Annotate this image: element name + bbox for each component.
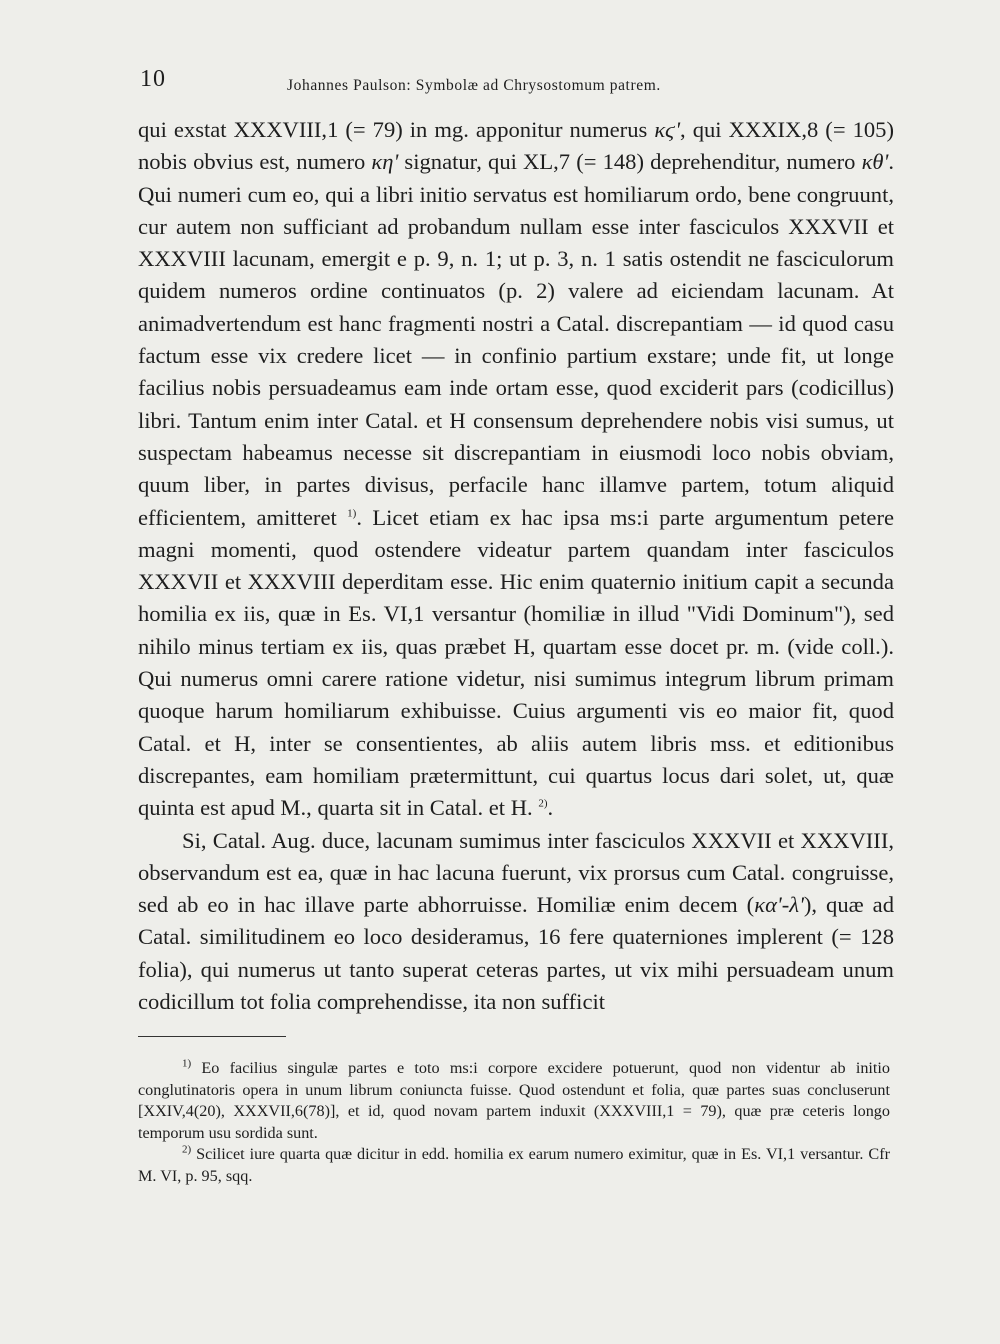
p1-greek-1: κϛ' <box>654 117 681 142</box>
p1-text-2: , qui XXXIX,8 (= 105) nobis obvius est, numero <box>138 117 894 175</box>
footnote-1 <box>138 1058 890 1144</box>
p2-greek-1: κα'-λ' <box>754 892 804 918</box>
p2-text-2: ), quæ ad Catal. similitudinem eo loco desideramus, 16 fere quaterniones implerent (= 128 folia), qui numerus ut tanto superat ceteras partes, ut vix mihi persuadeam unum codicillum tot folia comprehendisse, ita non sufficit <box>138 892 894 1015</box>
p1-greek-3: κθ' <box>861 149 889 175</box>
main-text <box>138 114 894 1018</box>
footnote-divider <box>138 1036 286 1037</box>
footnote-2-mark: 2) <box>182 1143 192 1156</box>
paragraph-2 <box>138 825 894 1019</box>
p1-text-5: . Licet etiam ex hac ipsa ms:i parte argumentum petere magni momenti, quod ostendere videatur partem quandam inter fasciculos XXXVII et XXXVIII deperditam esse. Hic enim quaternio initium capit a secunda homilia ex iis, quæ in Es. VI,1 versantur (homiliæ in illud "Vidi Dominum"), sed nihilo minus tertiam ex iis, quas præbet H, quartam esse docet pr. m. (vide coll.). Qui numerus omni carere ratione videtur, nisi sumimus integrum librum primam quoque harum homiliarum exhibuisse. Cuius argumenti vis eo maior fit, quod Catal. et H, inter se consentientes, ab aliis autem libris mss. et editionibus discrepantes, eam homiliam prætermittunt, cui quartus locus dari solet, ut, quæ quinta est apud M., quarta sit in Catal. et H. <box>138 504 894 821</box>
footnote-1-text: Eo facilius singulæ partes e toto ms:i corpore excidere potuerunt, quod non videntur ab initio conglutinatoris opera in unum librum coniuncta fuisse. Quod ostendunt et folia, quæ partes suas concluserunt [XXIV,4(20), XXXVII,6(78)], et id, quod novam partem induxit (XXXVIII,1 = 79), quæ præ ceteris longo temporum usu sordida sunt. <box>138 1059 890 1142</box>
running-title: Johannes Paulson: Symbolæ ad Chrysostomum patrem. <box>287 77 661 94</box>
footnotes <box>138 1058 890 1188</box>
footnote-ref-2: 2) <box>538 797 548 810</box>
p1-text-4: . Qui numeri cum eo, qui a libri initio servatus est homiliarum ordo, bene congruunt, cur autem non sufficiant ad probandum nullam esse inter fasciculos XXXVII et XXXVIII lacunam, emergit e p. 9, n. 1; ut p. 3, n. 1 satis ostendit ne fasciculorum quidem numeros ordine continuatos (p. 2) valere ad eiciendam lacunam. At animadvertendum est hanc fragmenti nostri a Catal. discrepantiam — id quod casu factum esse vix credere licet — in confinio partium exstare; unde fit, ut longe facilius nobis persuadeamus eam inde ortam esse, quod exciderit pars (codicillus) libri. Tantum enim inter Catal. et H consensum deprehendere nobis visi sumus, ut suspectam habeamus necesse sit discrepantiam in eiusmodi loco nobis obviam, quum liber, in partes divisus, perfacile hanc illamve partem, totum aliquid efficientem, amitteret <box>138 149 894 530</box>
footnote-2-text: Scilicet iure quarta quæ dicitur in edd. homilia ex earum numero eximitur, quæ in Es. VI,1 versantur. Cfr M. VI, p. 95, sqq. <box>138 1145 890 1185</box>
paragraph-1 <box>138 114 894 825</box>
page-number: 10 <box>140 66 166 92</box>
p1-text-3: signatur, qui XL,7 (= 148) deprehenditur, numero <box>398 149 862 175</box>
p1-text-6: . <box>547 795 554 821</box>
footnote-2 <box>138 1144 890 1187</box>
footnote-1-mark: 1) <box>182 1057 192 1070</box>
p1-text-1: qui exstat XXXVIII,1 (= 79) in mg. apponitur numerus <box>138 117 655 142</box>
footnote-ref-1: 1) <box>347 507 357 520</box>
p1-greek-2: κη' <box>371 149 399 175</box>
p2-text-1: Si, Catal. Aug. duce, lacunam sumimus inter fasciculos XXXVII et XXXVIII, observandum est ea, quæ in hac lacuna fuerunt, vix prorsus cum Catal. congruisse, sed ab eo in hac illave parte abhorruisse. Homiliæ enim decem ( <box>138 827 894 918</box>
